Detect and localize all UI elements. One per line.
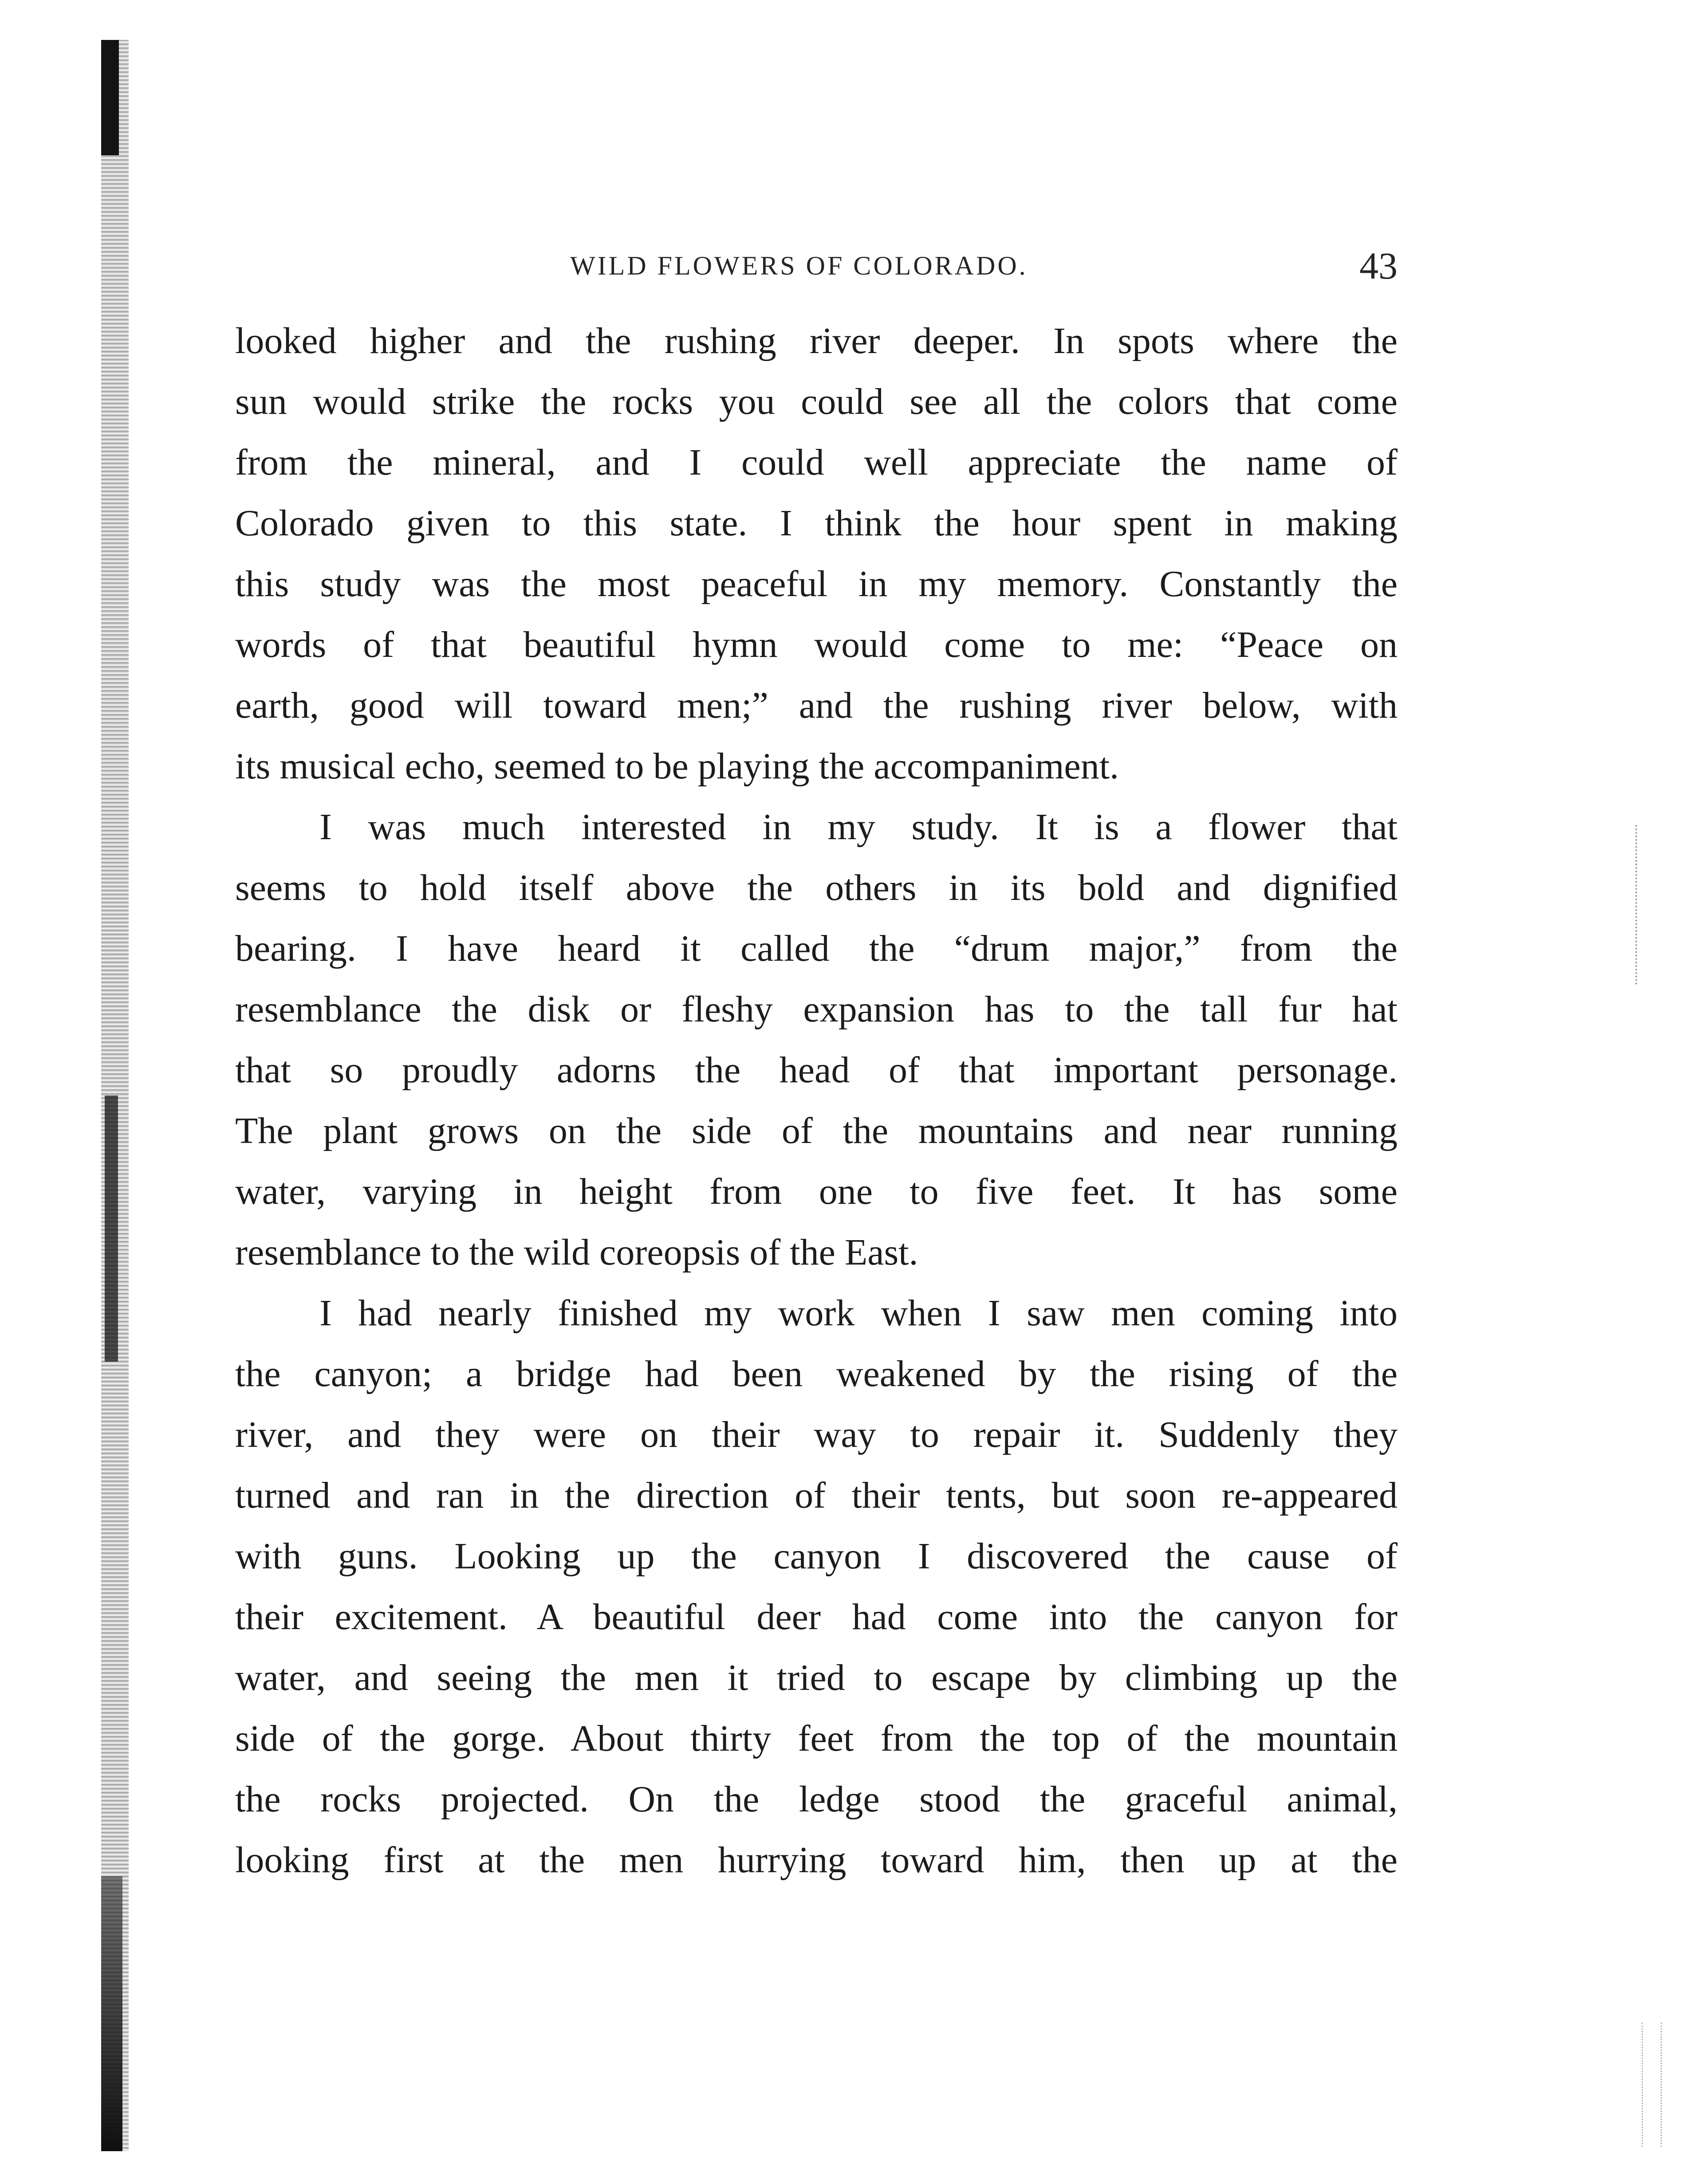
text-line: I had nearly finished my work when I saw men coming into xyxy=(319,1292,1398,1334)
text-line: turned and ran in the direction of their tents, but soon re-appeared xyxy=(235,1475,1398,1516)
binding-shadow-top xyxy=(101,40,119,155)
text-line: the canyon; a bridge had been weakened by the rising of the xyxy=(235,1353,1398,1394)
scan-artifact-bottom-right xyxy=(1642,2023,1662,2147)
text-line: resemblance the disk or fleshy expansion has to the tall fur hat xyxy=(235,989,1398,1030)
text-line: water, and seeing the men it tried to escape by climbing up the xyxy=(235,1657,1398,1698)
page-number: 43 xyxy=(1359,244,1398,287)
text-line: looked higher and the rushing river deeper. In spots where the xyxy=(235,320,1398,361)
text-line: with guns. Looking up the canyon I discovered the cause of xyxy=(235,1536,1398,1577)
scan-artifact-right xyxy=(1635,825,1639,985)
text-line: its musical echo, seemed to be playing the accompaniment. xyxy=(235,746,1119,787)
text-line: this study was the most peaceful in my memory. Constantly the xyxy=(235,563,1398,605)
page-header xyxy=(235,246,1398,295)
text-line: that so proudly adorns the head of that important personage. xyxy=(235,1049,1398,1091)
running-head: WILD FLOWERS OF COLORADO. xyxy=(570,251,1028,280)
text-line: sun would strike the rocks you could see all the colors that come xyxy=(235,381,1398,422)
binding-shadow-bottom xyxy=(101,1876,122,2151)
body-text xyxy=(235,310,1398,1890)
text-line: seems to hold itself above the others in its bold and dignified xyxy=(235,867,1398,908)
text-line: water, varying in height from one to five feet. It has some xyxy=(235,1171,1398,1212)
text-line: words of that beautiful hymn would come to me: “Peace on xyxy=(235,624,1398,665)
text-line: The plant grows on the side of the mountains and near running xyxy=(235,1110,1398,1151)
text-line: the rocks projected. On the ledge stood the graceful animal, xyxy=(235,1779,1398,1820)
binding-shadow-middle xyxy=(105,1096,118,1362)
text-line: side of the gorge. About thirty feet from the top of the mountain xyxy=(235,1718,1398,1759)
text-line: looking first at the men hurrying toward him, then up at the xyxy=(235,1839,1398,1881)
text-line: resemblance to the wild coreopsis of the East. xyxy=(235,1232,918,1273)
text-line: river, and they were on their way to repair it. Suddenly they xyxy=(235,1414,1398,1455)
text-line: their excitement. A beautiful deer had come into the canyon for xyxy=(235,1596,1398,1638)
text-line: from the mineral, and I could well appreciate the name of xyxy=(235,442,1398,483)
scanned-binding-edge xyxy=(101,40,129,2151)
text-line: Colorado given to this state. I think the hour spent in making xyxy=(235,503,1398,544)
text-line: bearing. I have heard it called the “drum major,” from the xyxy=(235,928,1398,969)
text-line: earth, good will toward men;” and the rushing river below, with xyxy=(235,685,1398,726)
text-line: I was much interested in my study. It is a flower that xyxy=(319,806,1398,848)
